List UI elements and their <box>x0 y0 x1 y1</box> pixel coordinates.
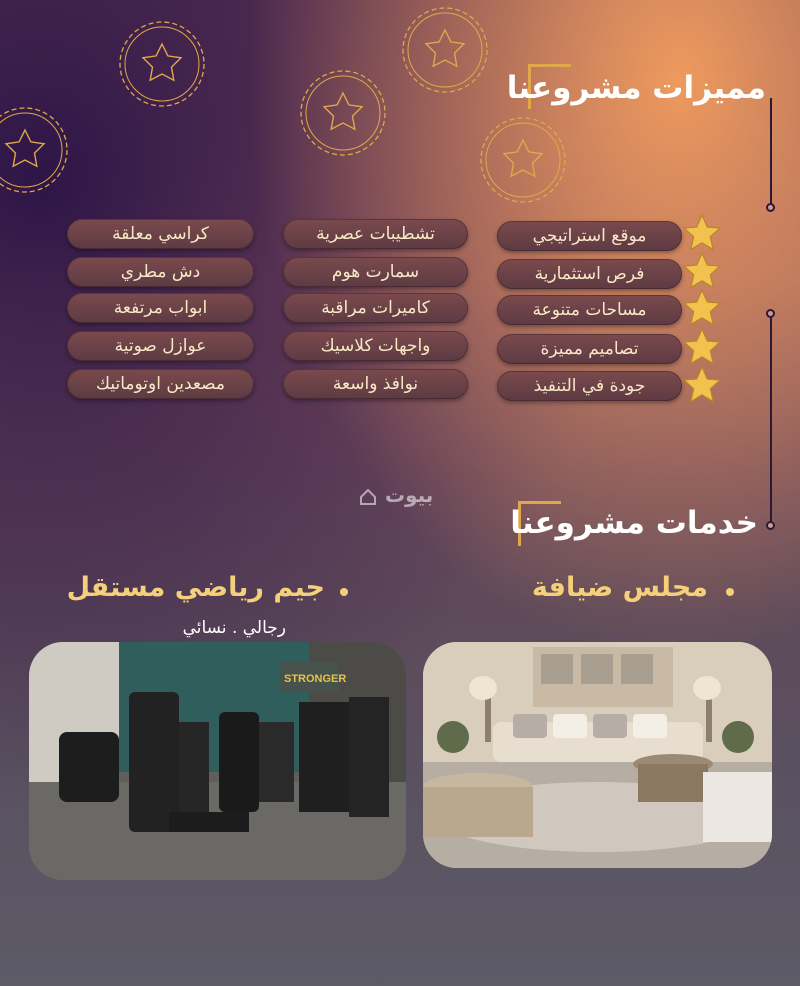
ornament-ring <box>301 71 385 155</box>
star-icon <box>682 213 722 253</box>
majlis-title: مجلس ضيافة <box>531 572 708 603</box>
timeline-dot <box>766 203 775 212</box>
feature-pill: مصعدين اوتوماتيك <box>67 369 254 399</box>
bullet-icon <box>726 588 734 596</box>
feature-pill: عوازل صوتية <box>67 331 254 361</box>
gym-photo <box>29 642 406 880</box>
feature-pill: واجهات كلاسيك <box>283 331 468 361</box>
watermark-text: بيوت <box>384 483 434 507</box>
ornament-ring <box>120 22 204 106</box>
watermark <box>358 483 433 507</box>
ornament-ring <box>403 8 487 92</box>
feature-pill: كاميرات مراقبة <box>283 293 468 323</box>
feature-pill: تصاميم مميزة <box>497 334 682 364</box>
timeline-line <box>770 98 772 206</box>
feature-pill: سمارت هوم <box>283 257 468 287</box>
bullet-icon <box>340 588 348 596</box>
services-title: خدمات مشروعنا <box>510 505 758 541</box>
star-icon <box>682 251 722 291</box>
feature-pill: مساحات متنوعة <box>497 295 682 325</box>
star-icon <box>682 365 722 405</box>
star-icon <box>682 288 722 328</box>
ornament-ring <box>0 108 67 192</box>
feature-pill: تشطيبات عصرية <box>283 219 468 249</box>
feature-pill: دش مطري <box>67 257 254 287</box>
watermark-logo-icon <box>358 487 378 507</box>
ornament-ring <box>481 118 565 202</box>
timeline-dot <box>766 521 775 530</box>
timeline-line <box>770 314 772 524</box>
ornament-rings <box>0 0 800 230</box>
feature-pill: فرص استثمارية <box>497 259 682 289</box>
majlis-photo <box>423 642 772 868</box>
feature-pill: كراسي معلقة <box>67 219 254 249</box>
gym-subtitle: رجالي . نسائي <box>182 618 286 638</box>
feature-pill: موقع استراتيجي <box>497 221 682 251</box>
gym-sign-text: STRONGER <box>284 673 347 685</box>
feature-pill: جودة في التنفيذ <box>497 371 682 401</box>
feature-pill: ابواب مرتفعة <box>67 293 254 323</box>
gym-title: جيم رياضي مستقل <box>66 572 325 603</box>
star-icon <box>682 327 722 367</box>
features-title: مميزات مشروعنا <box>506 70 766 106</box>
feature-pill: نوافذ واسعة <box>283 369 468 399</box>
timeline-dot <box>766 309 775 318</box>
